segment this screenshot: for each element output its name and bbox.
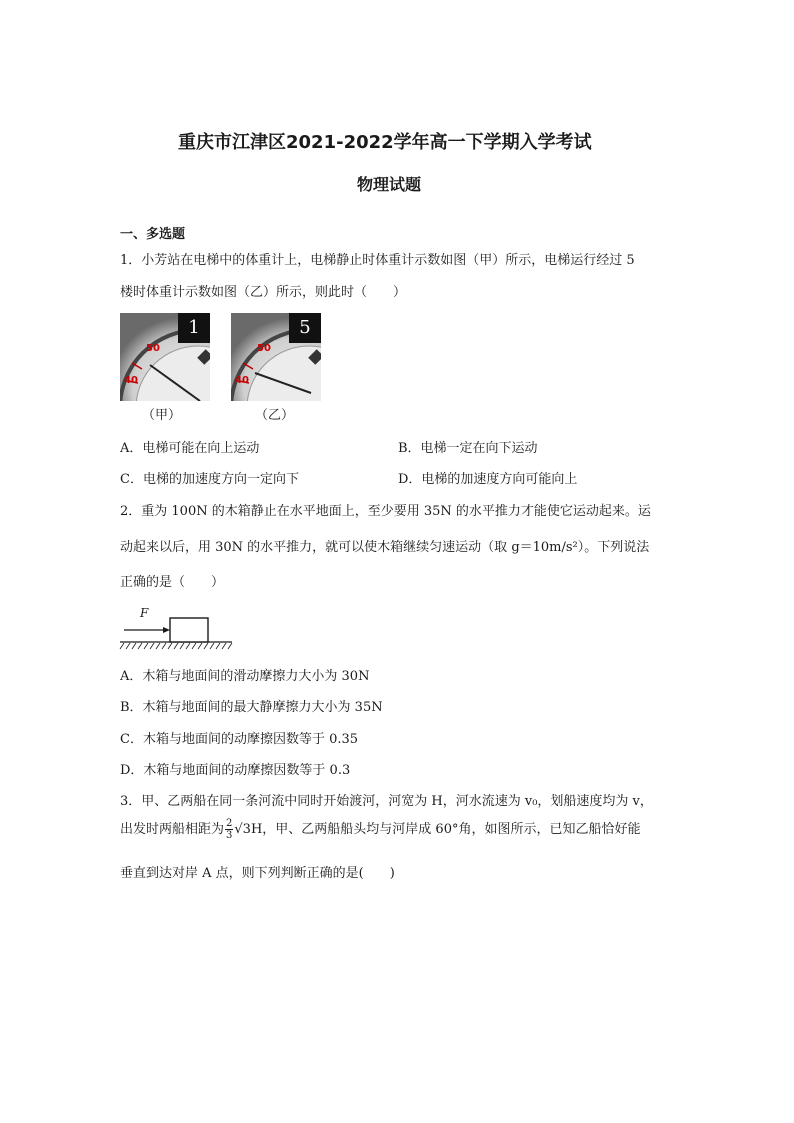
- page-title: 重庆市江津区2021-2022学年高一下学期入学考试: [178, 132, 592, 153]
- tick-label-40-right: 40: [235, 375, 249, 386]
- q2-option-c[interactable]: C．木箱与地面间的动摩擦因数等于 0.35: [120, 732, 359, 747]
- tick-label-50-right: 50: [257, 343, 271, 354]
- page-subtitle: 物理试题: [357, 175, 422, 194]
- q1-option-b[interactable]: B．电梯一定在向下运动: [398, 441, 538, 456]
- q2-option-a[interactable]: A．木箱与地面间的滑动摩擦力大小为 30N: [120, 669, 370, 684]
- q1-line2: 楼时体重计示数如图（乙）所示，则此时（ ）: [120, 285, 407, 300]
- fraction-denominator: 3: [226, 830, 233, 841]
- section-heading: 一、多选题: [120, 227, 186, 242]
- tick-label-50-left: 50: [146, 343, 160, 354]
- scale-figure-right: [231, 313, 321, 401]
- q3-line2-suffix: ，甲、乙两船船头均与河岸成 60°角，如图所示，已知乙船恰好能: [262, 822, 641, 837]
- figure-label-left: （甲）: [142, 408, 182, 423]
- force-label: F: [140, 606, 149, 620]
- q3-line2-prefix: 出发时两船相距为: [120, 822, 225, 837]
- floor-badge-left: 1: [178, 313, 210, 343]
- q1-line1: 1．小芳站在电梯中的体重计上，电梯静止时体重计示数如图（甲）所示，电梯运行经过 5: [120, 253, 635, 268]
- q3-line1: 3．甲、乙两船在同一条河流中同时开始渡河，河宽为 H，河水流速为 v₀，划船速度均为 v，: [120, 794, 653, 809]
- sqrt-term: √3H: [234, 822, 263, 837]
- tick-label-40-left: 40: [124, 375, 138, 386]
- fraction-numerator: 2: [226, 818, 233, 829]
- q3-line3: 垂直到达对岸 A 点，则下列判断正确的是( ): [120, 866, 395, 881]
- box-force-diagram: [118, 608, 236, 650]
- q3-line2: [120, 818, 640, 841]
- scale-figure-left: [120, 313, 210, 401]
- q1-option-a[interactable]: A．电梯可能在向上运动: [120, 441, 260, 456]
- q2-option-b[interactable]: B．木箱与地面间的最大静摩擦力大小为 35N: [120, 700, 383, 715]
- figure-label-right: （乙）: [255, 408, 295, 423]
- q2-line1: 2．重为 100N 的木箱静止在水平地面上，至少要用 35N 的水平推力才能使它运动起来。运: [120, 504, 651, 519]
- q1-option-d[interactable]: D．电梯的加速度方向可能向上: [398, 472, 578, 487]
- floor-badge-right: 5: [289, 313, 321, 343]
- q2-line3: 正确的是（ ）: [120, 575, 225, 590]
- q2-option-d[interactable]: D．木箱与地面间的动摩擦因数等于 0.3: [120, 763, 351, 778]
- q2-line2: 动起来以后，用 30N 的水平推力，就可以使木箱继续匀速运动（取 g＝10m/s²）。下列说法: [120, 540, 650, 555]
- distance-fraction: [225, 818, 233, 841]
- q1-option-c[interactable]: C．电梯的加速度方向一定向下: [120, 472, 299, 487]
